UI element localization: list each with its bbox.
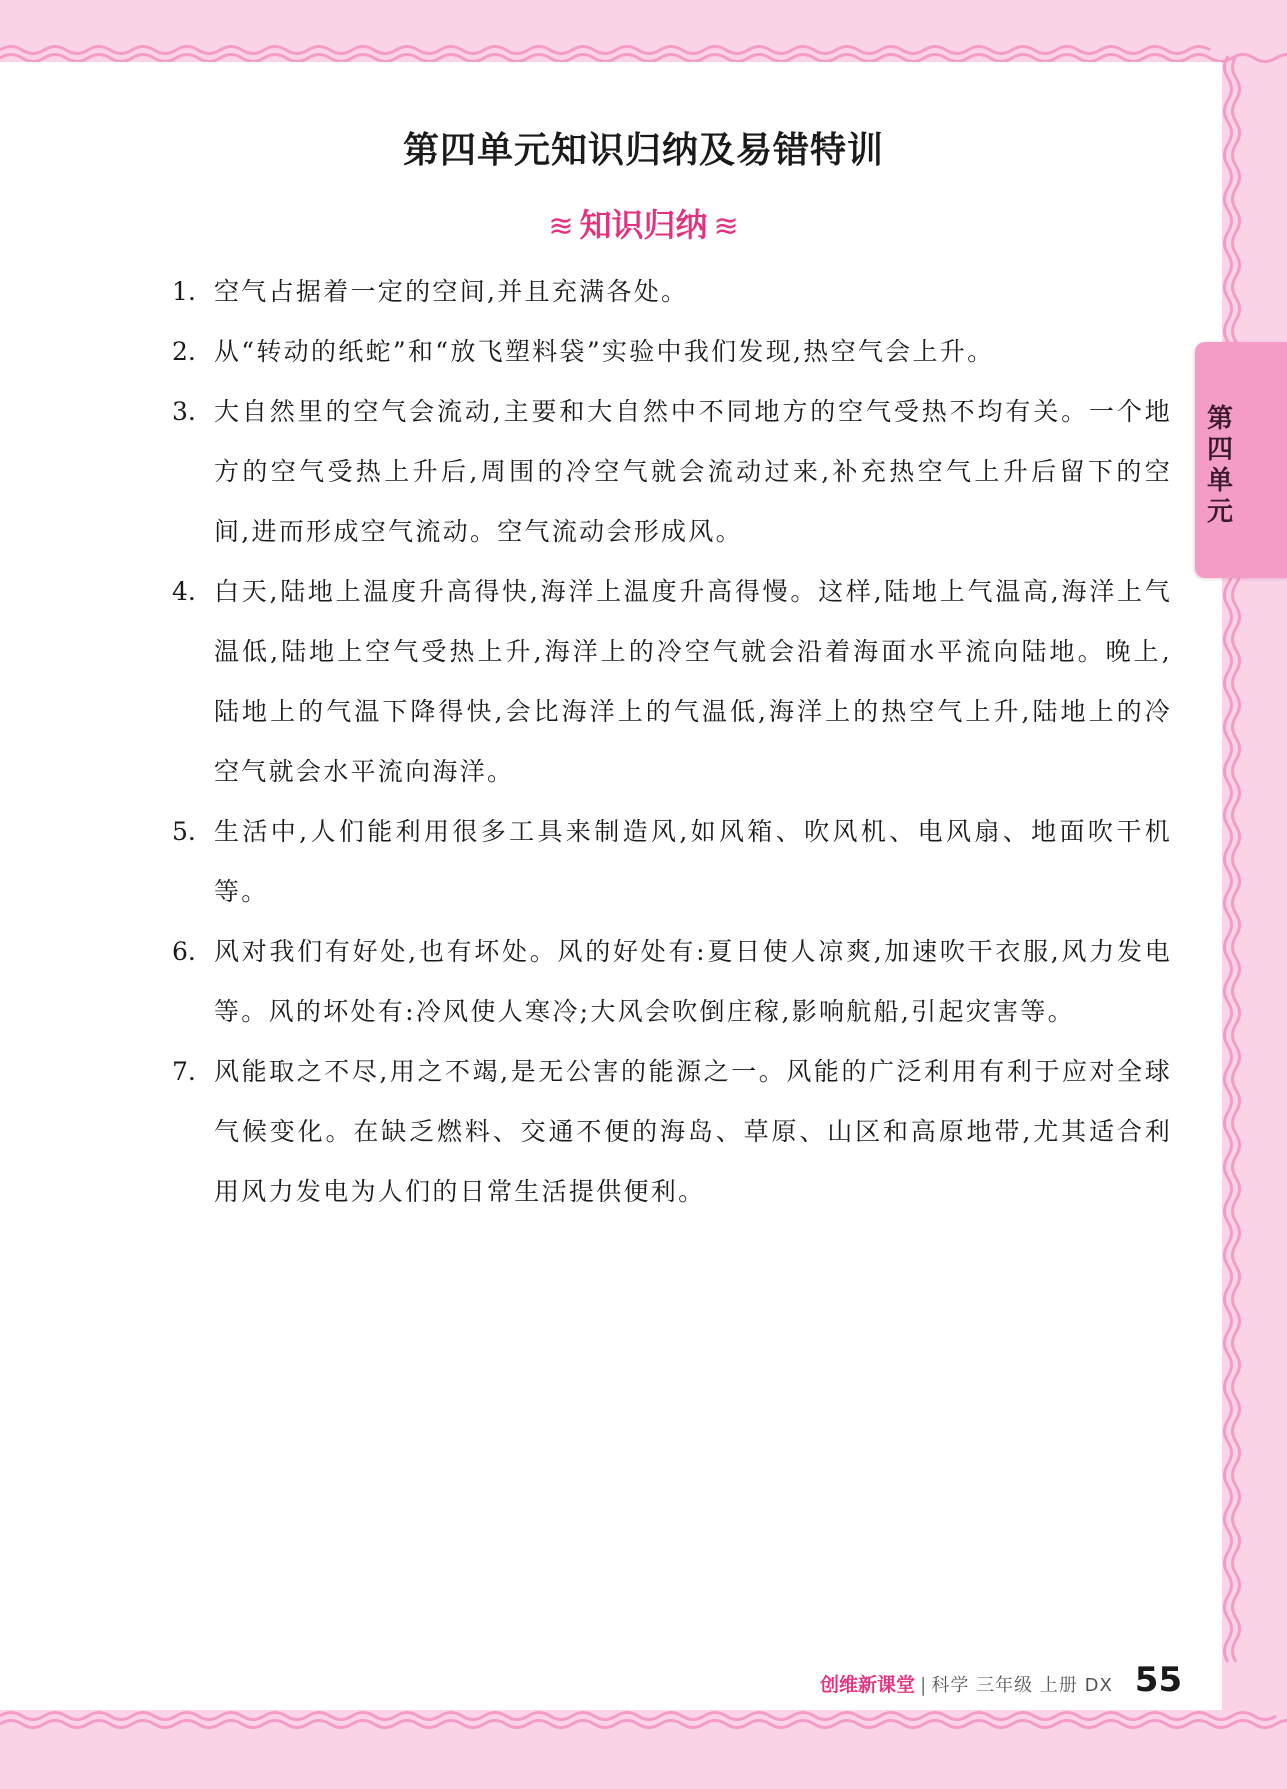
section-title: 知识归纳	[579, 206, 708, 244]
footer-book-info: 科学 三年级 上册 DX	[931, 1675, 1113, 1696]
wave-right-icon: ≋	[713, 209, 739, 244]
footer-separator: |	[920, 1674, 927, 1696]
list-item	[172, 382, 1172, 562]
item-text: 从“转动的纸蛇”和“放飞塑料袋”实验中我们发现,热空气会上升。	[214, 337, 995, 366]
item-text: 风能取之不尽,用之不竭,是无公害的能源之一。风能的广泛利用有利于应对全球气候变化。在缺乏燃料、交通不便的海岛、草原、山区和高原地带,尤其适合利用风力发电为人们的日常生活提供便利。	[214, 1057, 1172, 1206]
list-item	[172, 922, 1172, 1042]
item-text: 白天,陆地上温度升高得快,海洋上温度升高得慢。这样,陆地上气温高,海洋上气温低,陆地上空气受热上升,海洋上的冷空气就会沿着海面水平流向陆地。晚上,陆地上的气温下降得快,会比海洋上的气温低,海洋上的热空气上升,陆地上的冷空气就会水平流向海洋。	[214, 577, 1172, 786]
item-number: 4.	[172, 577, 196, 606]
item-text: 空气占据着一定的空间,并且充满各处。	[214, 277, 689, 306]
page-number: 55	[1134, 1660, 1183, 1700]
page-footer	[820, 1660, 1190, 1700]
list-item	[172, 1042, 1172, 1222]
list-item	[172, 562, 1172, 802]
item-text: 大自然里的空气会流动,主要和大自然中不同地方的空气受热不均有关。一个地方的空气受热上升后,周围的冷空气就会流动过来,补充热空气上升后留下的空间,进而形成空气流动。空气流动会形成风。	[214, 397, 1172, 546]
item-text: 生活中,人们能利用很多工具来制造风,如风箱、吹风机、电风扇、地面吹干机等。	[214, 817, 1172, 906]
item-number: 3.	[172, 397, 196, 426]
unit-side-tab-label: 第四单元	[1206, 404, 1233, 527]
item-number: 6.	[172, 937, 196, 966]
item-number: 1.	[172, 277, 196, 306]
item-number: 2.	[172, 337, 196, 366]
list-item	[172, 262, 1172, 322]
item-text: 风对我们有好处,也有坏处。风的好处有:夏日使人凉爽,加速吹干衣服,风力发电等。风的坏处有:冷风使人寒冷;大风会吹倒庄稼,影响航船,引起灾害等。	[214, 937, 1172, 1026]
footer-brand: 创维新课堂	[820, 1674, 916, 1696]
section-header	[0, 200, 1287, 246]
item-number: 7.	[172, 1057, 196, 1086]
knowledge-list	[172, 262, 1172, 1222]
page-title: 第四单元知识归纳及易错特训	[402, 130, 884, 171]
wave-left-icon: ≋	[548, 209, 574, 244]
item-number: 5.	[172, 817, 196, 846]
list-item	[172, 802, 1172, 922]
list-item	[172, 322, 1172, 382]
